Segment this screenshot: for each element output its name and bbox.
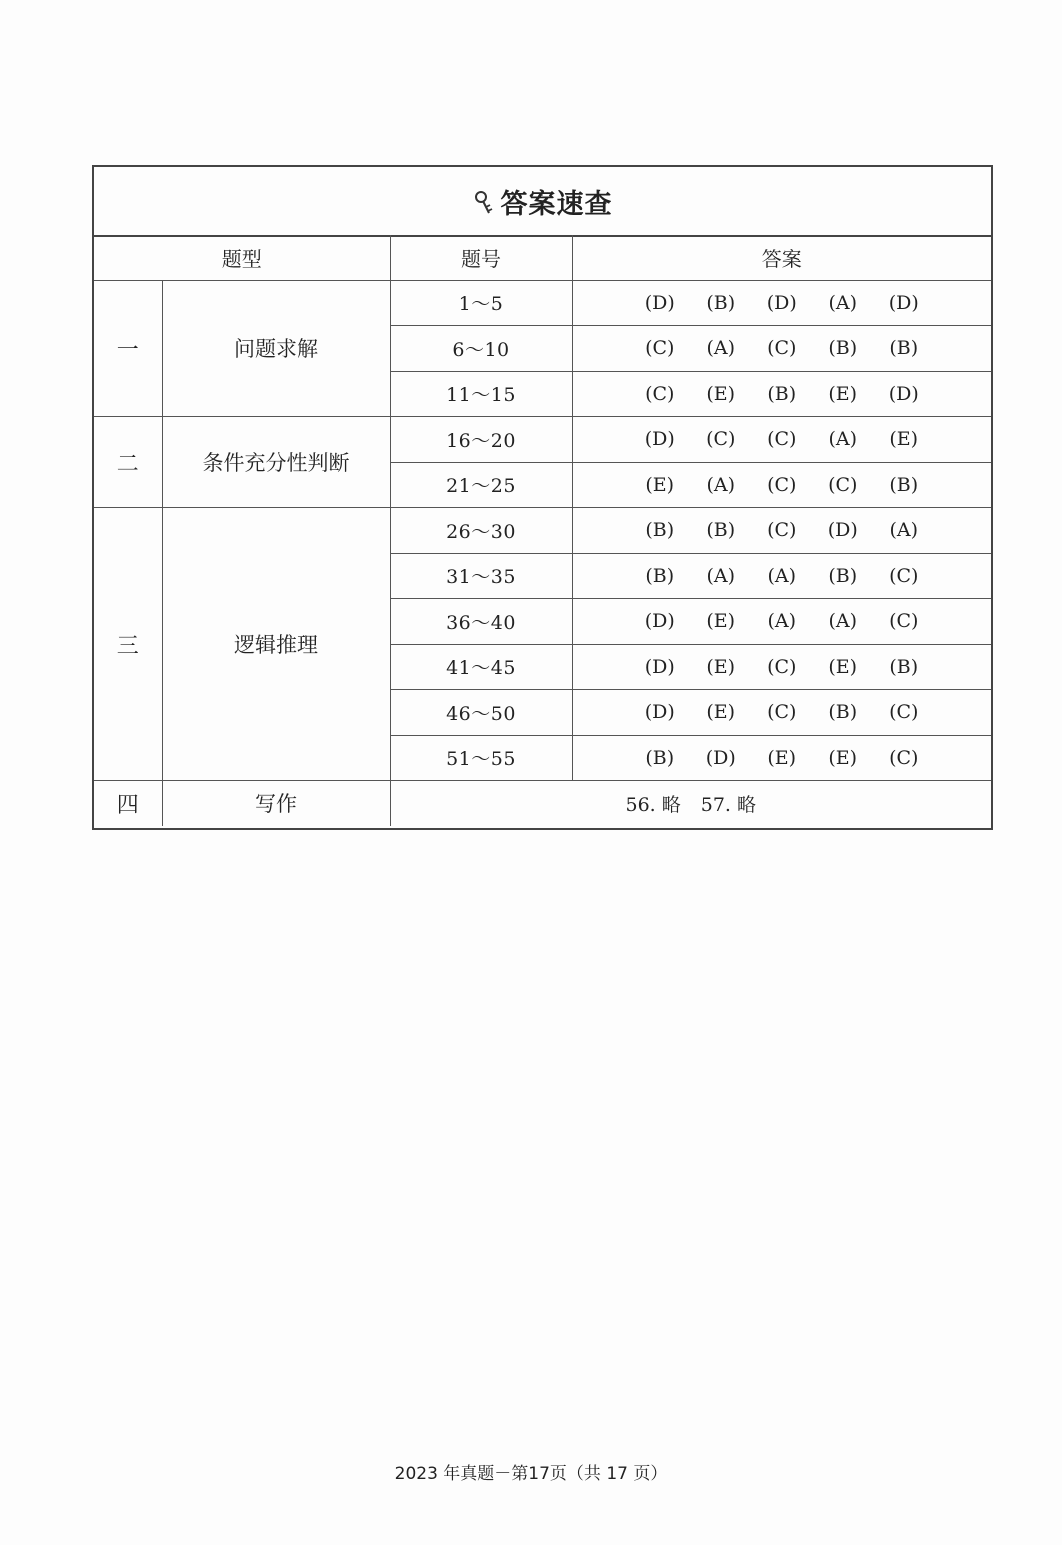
- answer-choice: (C): [889, 564, 919, 587]
- answer-choice: (D): [766, 291, 797, 314]
- question-range: 6～10: [390, 326, 572, 372]
- question-range: 46～50: [390, 690, 572, 736]
- essay-answers: [390, 781, 991, 826]
- answer-table: [94, 235, 991, 826]
- title-bar: [94, 167, 991, 237]
- section-number: 四: [94, 781, 162, 826]
- answer-list: [573, 292, 992, 314]
- answer-choice: (B): [645, 519, 675, 542]
- answer-choice: (B): [645, 746, 675, 769]
- answer-choice: (A): [706, 337, 736, 360]
- answer-choice: (A): [889, 519, 919, 542]
- answer-choice: (B): [706, 291, 736, 314]
- question-range: 16～20: [390, 417, 572, 463]
- answer-choice: (C): [767, 655, 797, 678]
- section-number: 三: [94, 508, 162, 781]
- answer-choice: (D): [644, 701, 675, 724]
- answer-choice: (A): [767, 610, 797, 633]
- answer-choice: (A): [706, 564, 736, 587]
- question-range: 1～5: [390, 280, 572, 326]
- section-number: 二: [94, 417, 162, 508]
- answer-list: [573, 383, 992, 405]
- answer-list: [573, 610, 992, 632]
- answer-list: [573, 519, 992, 541]
- answer-choice: (B): [828, 701, 858, 724]
- answer-cell: [572, 553, 991, 599]
- answer-choice: (C): [828, 473, 858, 496]
- page-title: 答案速查: [500, 188, 613, 220]
- answer-choice: (E): [828, 382, 858, 405]
- answer-choice: (D): [644, 428, 675, 451]
- question-range: 21～25: [390, 462, 572, 508]
- answer-cell: [572, 462, 991, 508]
- essay-item: 56. 略: [625, 793, 681, 816]
- answer-choice: (E): [767, 746, 797, 769]
- answer-choice: (E): [706, 701, 736, 724]
- answer-choice: (C): [889, 701, 919, 724]
- answer-choice: (D): [705, 746, 736, 769]
- answer-choice: (A): [706, 473, 736, 496]
- answer-choice: (D): [644, 655, 675, 678]
- answer-choice: (C): [889, 746, 919, 769]
- answer-choice: (A): [828, 428, 858, 451]
- answer-choice: (B): [828, 564, 858, 587]
- answer-choice: (E): [828, 746, 858, 769]
- section-name: 写作: [162, 781, 390, 826]
- answer-choice: (C): [767, 473, 797, 496]
- answer-list: [573, 747, 992, 769]
- answer-list: [573, 337, 992, 359]
- answer-choice: (C): [767, 428, 797, 451]
- answer-choice: (C): [645, 382, 675, 405]
- answer-choice: (A): [767, 564, 797, 587]
- question-range: 36～40: [390, 599, 572, 645]
- table-row: [94, 417, 991, 463]
- table-row: [94, 508, 991, 554]
- answer-list: [573, 428, 992, 450]
- answer-choice: (B): [767, 382, 797, 405]
- question-range: 26～30: [390, 508, 572, 554]
- answer-choice: (E): [889, 428, 919, 451]
- answer-list: [573, 565, 992, 587]
- key-icon: [473, 190, 495, 216]
- answer-choice: (D): [644, 610, 675, 633]
- header-type: 题型: [94, 235, 390, 280]
- question-range: 51～55: [390, 735, 572, 781]
- answer-choice: (C): [645, 337, 675, 360]
- section-name: 问题求解: [162, 280, 390, 417]
- essay-item: 57. 略: [700, 793, 757, 816]
- answer-choice: (A): [828, 291, 858, 314]
- answer-choice: (B): [828, 337, 858, 360]
- answer-choice: (C): [706, 428, 736, 451]
- answer-choice: (D): [888, 291, 919, 314]
- answer-choice: (C): [767, 337, 797, 360]
- answer-choice: (C): [767, 519, 797, 542]
- question-range: 41～45: [390, 644, 572, 690]
- answer-choice: (D): [888, 382, 919, 405]
- answer-choice: (D): [644, 291, 675, 314]
- answer-cell: [572, 644, 991, 690]
- answer-cell: [572, 735, 991, 781]
- question-range: 11～15: [390, 371, 572, 417]
- answer-choice: (E): [706, 655, 736, 678]
- answer-cell: [572, 417, 991, 463]
- answer-cell: [572, 690, 991, 736]
- answer-choice: (C): [889, 610, 919, 633]
- section-name: 条件充分性判断: [162, 417, 390, 508]
- answer-choice: (B): [645, 564, 675, 587]
- answer-cell: [572, 280, 991, 326]
- question-range: 31～35: [390, 553, 572, 599]
- answer-choice: (D): [827, 519, 858, 542]
- answer-choice: (E): [828, 655, 858, 678]
- answer-choice: (B): [706, 519, 736, 542]
- section-number: 一: [94, 280, 162, 417]
- page-footer: 2023 年真题－第17页（共 17 页）: [394, 1464, 668, 1484]
- answer-cell: [572, 326, 991, 372]
- answer-choice: (E): [706, 382, 736, 405]
- answer-cell: [572, 371, 991, 417]
- answer-choice: (A): [828, 610, 858, 633]
- table-header-row: [94, 235, 991, 280]
- table-row: [94, 280, 991, 326]
- answer-choice: (C): [767, 701, 797, 724]
- header-answer: 答案: [572, 235, 991, 280]
- header-number: 题号: [390, 235, 572, 280]
- table-row-essay: [94, 781, 991, 826]
- answer-cell: [572, 599, 991, 645]
- answer-list: [573, 474, 992, 496]
- answer-choice: (B): [889, 473, 919, 496]
- answer-choice: (B): [889, 655, 919, 678]
- answer-choice: (E): [645, 473, 675, 496]
- section-name: 逻辑推理: [162, 508, 390, 781]
- answer-list: [573, 701, 992, 723]
- answer-key-panel: [92, 165, 993, 830]
- answer-cell: [572, 508, 991, 554]
- answer-choice: (B): [889, 337, 919, 360]
- answer-list: [573, 656, 992, 678]
- answer-choice: (E): [706, 610, 736, 633]
